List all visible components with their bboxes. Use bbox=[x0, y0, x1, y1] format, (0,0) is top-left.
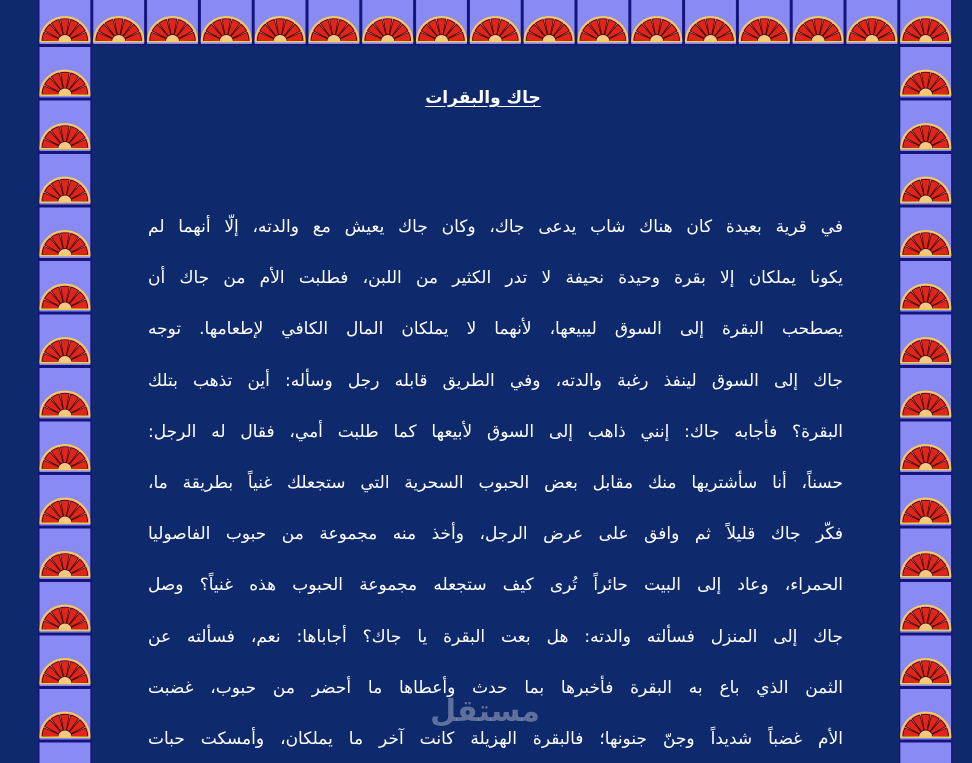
story-line: جاك إلى المنزل فسألته والدته: هل بعت البقرة يا جاك؟ أجاباها: نعم، فسألته عن bbox=[148, 626, 843, 647]
story-line: الحمراء، وعاد إلى البيت حائراً تُرى كيف ستجعله مجموعة الحبوب هذه غنياً؟ وصل bbox=[148, 575, 843, 596]
border-tile bbox=[39, 100, 91, 152]
story-line: في قرية بعيدة كان هناك شاب يدعى جاك، وكان جاك يعيش مع والدته، إلّا أنهما لم bbox=[148, 217, 843, 237]
border-tile bbox=[39, 421, 91, 473]
border-tile bbox=[900, 314, 952, 366]
story-text bbox=[148, 202, 843, 763]
story-line: يكونا يملكان إلا بقرة وحيدة نحيفة لا تدر الكثير من اللبن، فطلبت الأم من جاك أن bbox=[148, 268, 843, 289]
story-line: جاك إلى السوق لينفذ رغبة والدته، وفي الطريق قابله رجل وسأله: أين تذهب بتلك bbox=[148, 370, 843, 391]
border-tile bbox=[900, 742, 952, 763]
border-tile bbox=[900, 635, 952, 687]
border-tile bbox=[900, 153, 952, 205]
border-tile bbox=[900, 100, 952, 152]
border-tile bbox=[469, 0, 521, 45]
border-tile bbox=[846, 0, 898, 45]
border-tile bbox=[39, 474, 91, 526]
border-tile bbox=[900, 207, 952, 259]
border-tile bbox=[39, 207, 91, 259]
border-tile bbox=[900, 474, 952, 526]
border-tile bbox=[146, 0, 198, 45]
border-tile bbox=[39, 635, 91, 687]
border-tile bbox=[577, 0, 629, 45]
border-tile bbox=[900, 260, 952, 312]
border-tile bbox=[39, 46, 91, 98]
border-tile bbox=[39, 260, 91, 312]
border-tile bbox=[523, 0, 575, 45]
border-tile bbox=[900, 46, 952, 98]
border-tile bbox=[900, 688, 952, 740]
border-tile bbox=[93, 0, 145, 45]
page-title: جاك والبقرات bbox=[425, 88, 541, 108]
border-tile bbox=[900, 528, 952, 580]
story-line: حسناً، أنا سأشتريها منك مقابل بعض الحبوب السحرية التي ستجعلك غنياً بطريقة ما، bbox=[148, 473, 843, 494]
story-line: البقرة؟ فأجابه جاك: إنني ذاهب إلى السوق لأبيعها كما طلبت أمي، فقال له الرجل: bbox=[148, 421, 843, 442]
border-tile bbox=[900, 581, 952, 633]
border-tile bbox=[415, 0, 467, 45]
border-tile bbox=[39, 153, 91, 205]
border-tile bbox=[900, 367, 952, 419]
border-tile bbox=[39, 688, 91, 740]
border-tile bbox=[39, 367, 91, 419]
border-tile bbox=[362, 0, 414, 45]
story-line: الثمن الذي باع به البقرة فأخبرها بما حدث وأعطاها ما أحضر من حبوب، غضبت bbox=[148, 677, 843, 698]
border-tile bbox=[200, 0, 252, 45]
border-tile bbox=[900, 421, 952, 473]
border-tile bbox=[792, 0, 844, 45]
story-line: الأم غضباً شديداً وجنّ جنونها؛ فالبقرة الهزيلة كانت آخر ما يملكان، وأمسكت حبات bbox=[148, 729, 843, 750]
border-tile bbox=[39, 581, 91, 633]
border-tile bbox=[39, 314, 91, 366]
border-tile bbox=[39, 742, 91, 763]
border-tile bbox=[39, 0, 91, 45]
story-line: يصطحب البقرة إلى السوق ليبيعها، لأنهما لا يملكان المال الكافي لإطعامها. توجه bbox=[148, 319, 843, 340]
border-tile bbox=[254, 0, 306, 45]
border-tile bbox=[631, 0, 683, 45]
border-tile bbox=[684, 0, 736, 45]
story-line: فكّر جاك قليلاً ثم وافق على عرض الرجل، وأخذ منه مجموعة من حبوب الفاصوليا bbox=[148, 524, 843, 545]
border-tile bbox=[308, 0, 360, 45]
border-tile bbox=[900, 0, 952, 45]
border-tile bbox=[738, 0, 790, 45]
watermark-logo: مستقل bbox=[430, 694, 540, 729]
border-tile bbox=[39, 528, 91, 580]
